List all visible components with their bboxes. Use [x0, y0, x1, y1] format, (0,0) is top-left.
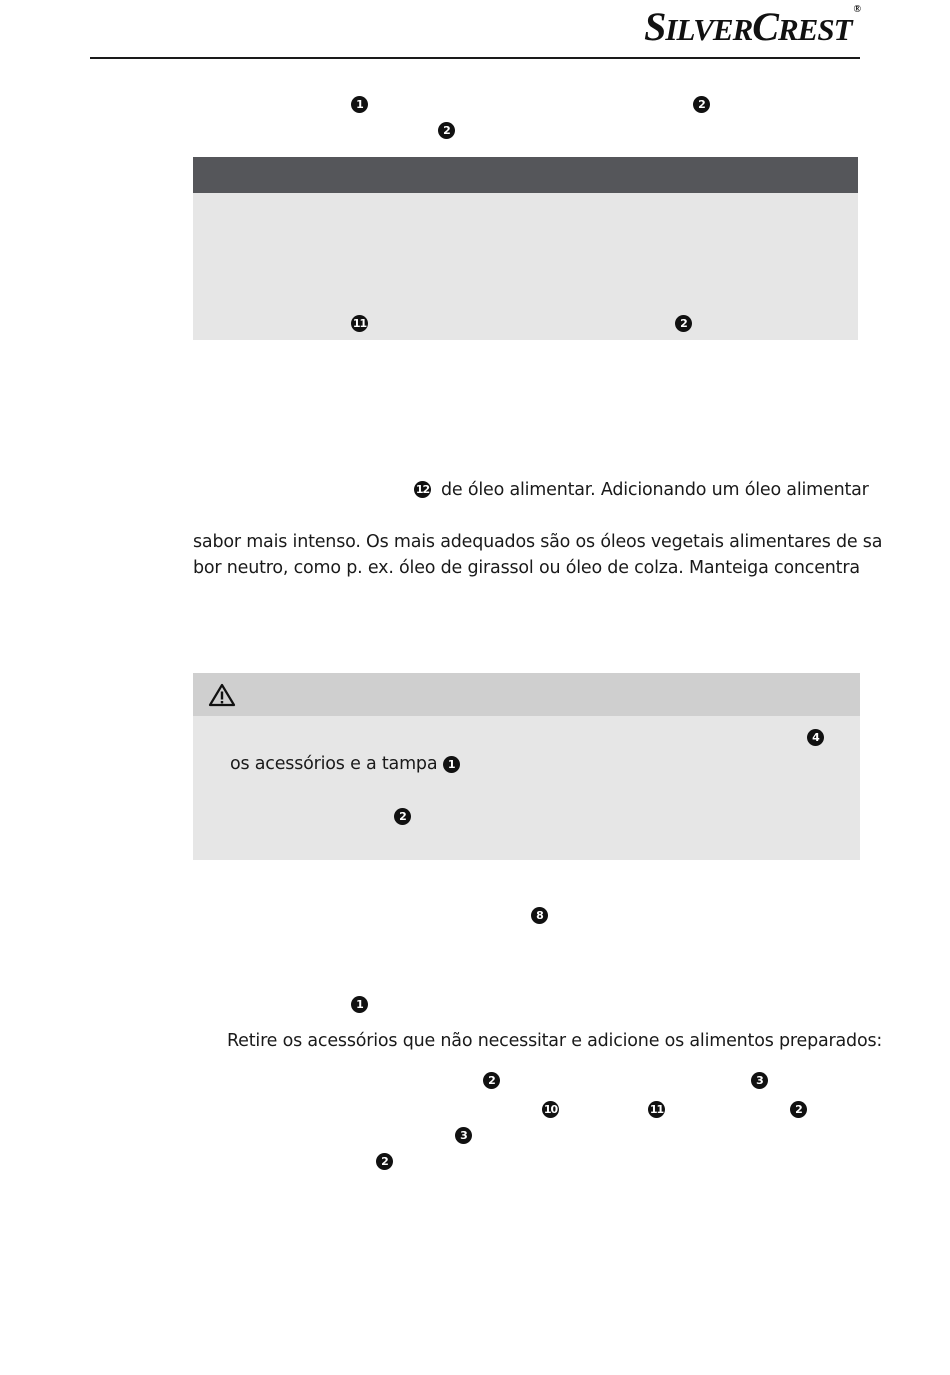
part-number-marker: 8	[531, 907, 548, 924]
remove-accessories-line: Retire os acessórios que não necessitar e adicione os alimentos preparados:	[227, 1031, 883, 1051]
part-number-marker: 2	[394, 808, 411, 825]
part-number-marker: 2	[438, 122, 455, 139]
warning-box-body	[193, 716, 860, 860]
flavor-text-line-1: sabor mais intenso. Os mais adequados são os óleos vegetais alimentares de sa	[193, 532, 883, 552]
oil-text-line: de óleo alimentar. Adicionando um óleo alimentar	[441, 480, 869, 500]
warning-triangle-icon	[208, 683, 236, 707]
warning-text-line: os acessórios e a tampa 1	[230, 753, 460, 775]
part-number-marker: 3	[455, 1127, 472, 1144]
part-number-marker: 1	[443, 756, 460, 773]
warning-box-header	[193, 673, 860, 716]
note-box-body	[193, 193, 858, 340]
silvercrest-logo: SILVERCREST®	[644, 3, 860, 49]
part-number-marker: 2	[675, 315, 692, 332]
part-number-marker: 1	[351, 996, 368, 1013]
part-number-marker: 11	[649, 1103, 664, 1116]
part-number-marker: 4	[807, 729, 824, 746]
part-number-marker: 11	[352, 317, 367, 330]
part-number-marker: 3	[751, 1072, 768, 1089]
part-number-marker: 2	[483, 1072, 500, 1089]
flavor-text-line-2: bor neutro, como p. ex. óleo de girassol ou óleo de colza. Manteiga concentra	[193, 558, 860, 578]
part-number-marker: 12	[415, 483, 430, 496]
note-box-header	[193, 157, 858, 193]
part-number-marker: 2	[693, 96, 710, 113]
part-number-marker: 1	[351, 96, 368, 113]
part-number-marker: 2	[790, 1101, 807, 1118]
part-number-marker: 2	[376, 1153, 393, 1170]
header-rule	[90, 57, 860, 59]
part-number-marker: 10	[543, 1103, 558, 1116]
